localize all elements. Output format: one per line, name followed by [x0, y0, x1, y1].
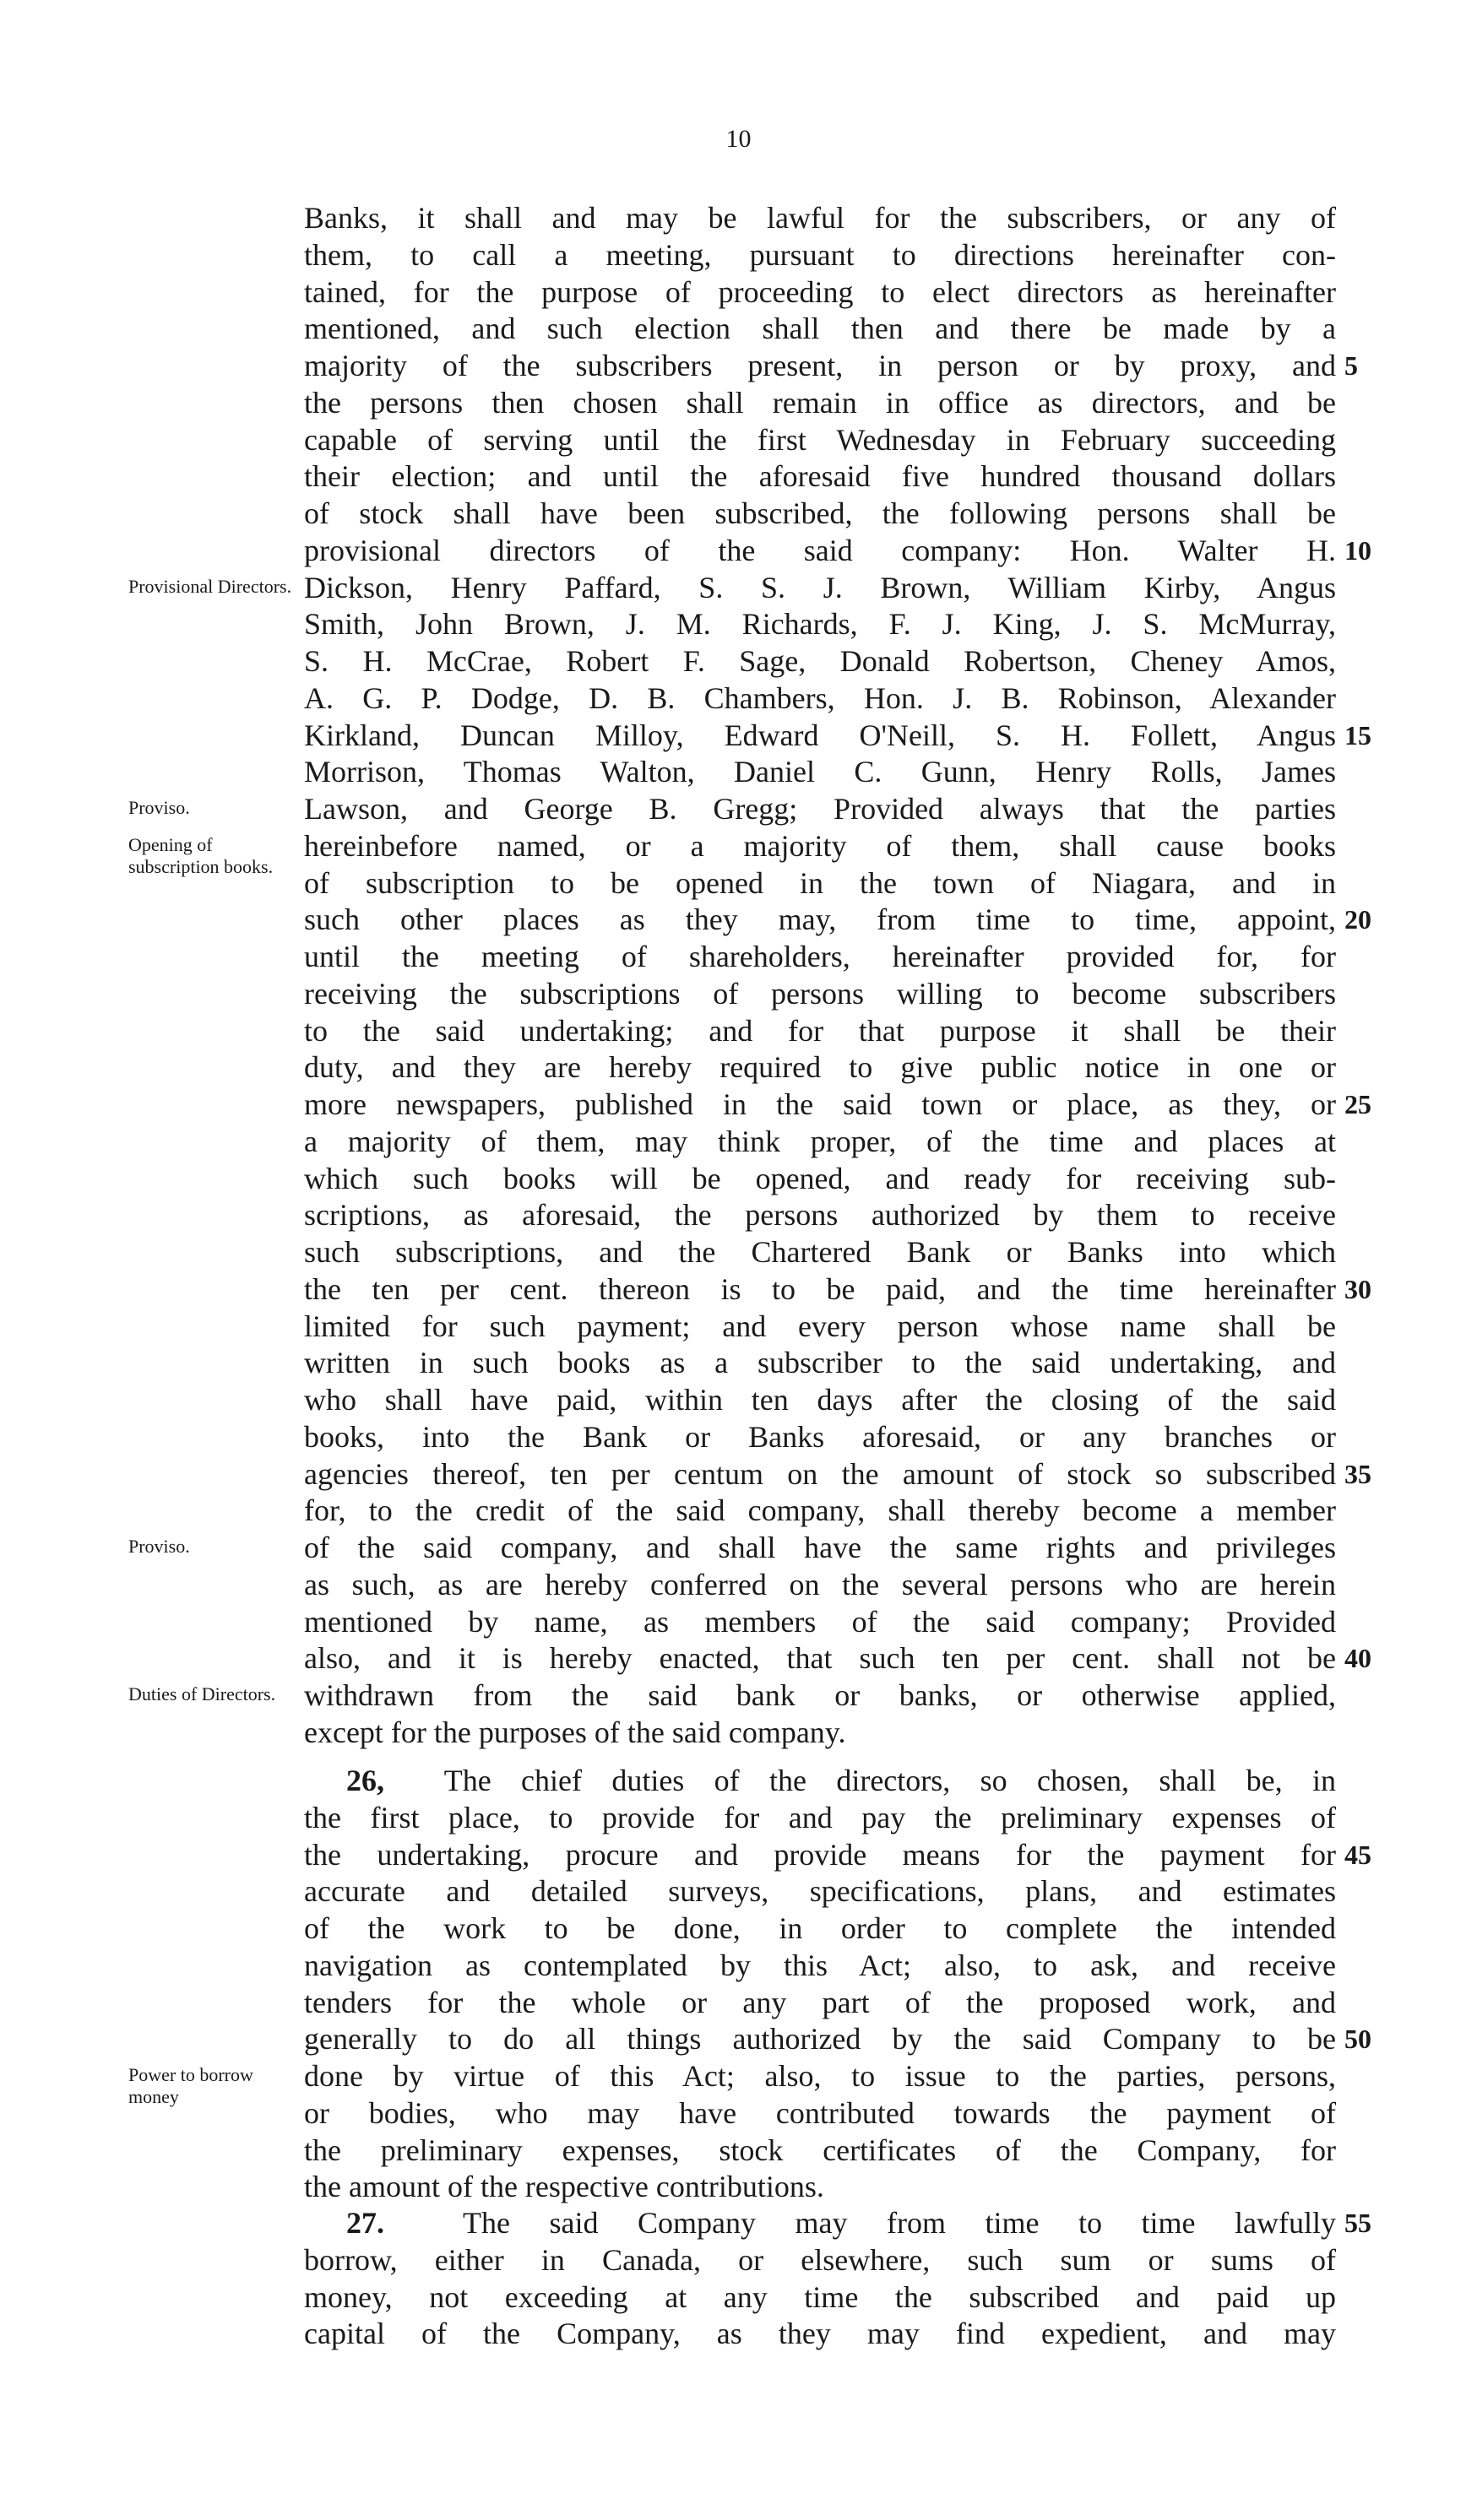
text-line — [304, 2132, 1336, 2169]
text-line — [304, 1049, 1336, 1086]
text-line-content: scriptions, as aforesaid, the persons authorized by them to receive — [304, 1198, 1336, 1232]
text-line-content: The chief duties of the directors, so chosen, shall be, in — [443, 1764, 1336, 1797]
text-line — [304, 2315, 1336, 2352]
text-line — [304, 2168, 1336, 2205]
text-line-content: written in such books as a subscriber to the said undertaking, and — [304, 1346, 1336, 1379]
text-line-content: who shall have paid, within ten days after the closing of the said — [304, 1383, 1336, 1417]
line-number: 5 — [1344, 350, 1358, 381]
text-line-content: Smith, John Brown, J. M. Richards, F. J. King, J. S. McMurray, — [304, 607, 1336, 641]
text-line — [304, 2241, 1336, 2279]
text-line-content: hereinbefore named, or a majority of them, shall cause books — [304, 829, 1336, 863]
margin-note: Proviso. — [128, 797, 190, 818]
text-line-content: them, to call a meeting, pursuant to directions hereinafter con- — [304, 238, 1336, 272]
text-line — [304, 236, 1336, 274]
line-number: 40 — [1344, 1643, 1371, 1673]
text-line — [304, 717, 1336, 754]
margin-note: Duties of Directors. — [128, 1683, 276, 1704]
text-line-content: except for the purposes of the said company. — [304, 1715, 846, 1749]
text-line-content: capable of serving until the first Wednesday in February succeeding — [304, 423, 1336, 457]
margin-note: Opening of subscription books. — [128, 834, 274, 877]
text-line — [304, 310, 1336, 347]
text-line — [304, 1762, 1336, 1799]
text-line-content: to the said undertaking; and for that purpose it shall be their — [304, 1014, 1336, 1048]
text-line-content: such other places as they may, from time to time, appoint, — [304, 902, 1336, 936]
text-line-content: the preliminary expenses, stock certificates of the Company, for — [304, 2133, 1336, 2167]
text-line-content: as such, as are hereby conferred on the several persons who are herein — [304, 1568, 1336, 1601]
text-line — [304, 1947, 1336, 1984]
line-number: 25 — [1344, 1089, 1371, 1119]
text-line — [304, 274, 1336, 311]
text-line — [304, 1086, 1336, 1123]
line-number: 10 — [1344, 535, 1371, 566]
text-line-content: generally to do all things authorized by the said Company to be — [304, 2022, 1336, 2056]
text-line-content: until the meeting of shareholders, hereinafter provided for, for — [304, 940, 1336, 973]
text-line — [304, 605, 1336, 642]
text-line — [304, 2020, 1336, 2057]
text-line-content: also, and it is hereby enacted, that such ten per cent. shall not be — [304, 1641, 1336, 1675]
text-line — [304, 1381, 1336, 1418]
text-line — [304, 2204, 1336, 2241]
margin-note: Power to borrow money — [128, 2064, 253, 2107]
text-line-content: a majority of them, may think proper, of the time and places at — [304, 1125, 1336, 1158]
text-line — [304, 1677, 1336, 1714]
line-number: 55 — [1344, 2208, 1371, 2238]
text-line — [304, 642, 1336, 680]
text-line — [304, 1799, 1336, 1836]
text-line — [304, 2057, 1336, 2095]
line-number: 30 — [1344, 1274, 1371, 1304]
text-line — [304, 1196, 1336, 1233]
text-line-content: majority of the subscribers present, in person or by proxy, and — [304, 349, 1336, 382]
text-line — [304, 495, 1336, 532]
text-line — [304, 1529, 1336, 1566]
text-line — [304, 347, 1336, 384]
text-line-content: The said Company may from time to time lawfully — [463, 2206, 1336, 2240]
text-line — [304, 1836, 1336, 1873]
text-line — [304, 421, 1336, 458]
text-line-content: navigation as contemplated by this Act; also, to ask, and receive — [304, 1948, 1336, 1982]
text-line-content: A. G. P. Dodge, D. B. Chambers, Hon. J. B. Robinson, Alexander — [304, 681, 1336, 715]
text-line — [304, 753, 1336, 790]
text-line — [304, 1492, 1336, 1529]
text-line-content: agencies thereof, ten per centum on the amount of stock so subscribed — [304, 1457, 1336, 1491]
text-line — [304, 532, 1336, 569]
text-line — [304, 1984, 1336, 2021]
margin-note: Provisional Directors. — [128, 576, 292, 597]
text-line — [304, 1639, 1336, 1677]
text-line — [304, 199, 1336, 236]
text-line-content: of subscription to be opened in the town of Niagara, and in — [304, 866, 1336, 900]
text-line — [304, 569, 1336, 606]
text-line-content: mentioned, and such election shall then and there be made by a — [304, 312, 1336, 345]
text-line — [304, 1160, 1336, 1197]
text-line-content: the first place, to provide for and pay the preliminary expenses of — [304, 1801, 1336, 1834]
text-line-content: Kirkland, Duncan Milloy, Edward O'Neill, S. H. Follett, Angus — [304, 718, 1336, 752]
text-line-content: receiving the subscriptions of persons willing to become subscribers — [304, 977, 1336, 1011]
text-line — [304, 1012, 1336, 1049]
text-line — [304, 2279, 1336, 2316]
text-line-content: or bodies, who may have contributed towards the payment of — [304, 2096, 1336, 2130]
text-line-content: money, not exceeding at any time the subscribed and paid up — [304, 2280, 1336, 2314]
text-line-content: of the work to be done, in order to complete the intended — [304, 1911, 1336, 1945]
text-line-content: capital of the Company, as they may find expedient, and may — [304, 2317, 1336, 2350]
text-line — [304, 1123, 1336, 1160]
text-line-content: borrow, either in Canada, or elsewhere, such sum or sums of — [304, 2243, 1336, 2277]
text-line — [304, 975, 1336, 1012]
text-line — [304, 864, 1336, 902]
text-line-content: Lawson, and George B. Gregg; Provided always that the parties — [304, 792, 1336, 826]
text-line — [304, 2095, 1336, 2132]
text-line — [304, 1910, 1336, 1947]
section-number: 26, — [346, 1764, 444, 1797]
text-line-content: the persons then chosen shall remain in office as directors, and be — [304, 386, 1336, 420]
text-line-content: accurate and detailed surveys, specifications, plans, and estimates — [304, 1874, 1336, 1908]
text-line-content: such subscriptions, and the Chartered Bank or Banks into which — [304, 1235, 1336, 1269]
line-number: 15 — [1344, 720, 1371, 751]
text-line — [304, 938, 1336, 975]
text-line-content: of stock shall have been subscribed, the following persons shall be — [304, 496, 1336, 530]
text-line-content: Banks, it shall and may be lawful for the subscribers, or any of — [304, 201, 1336, 235]
text-line — [304, 458, 1336, 495]
text-line — [304, 1418, 1336, 1455]
text-line — [304, 680, 1336, 717]
text-line-content: Morrison, Thomas Walton, Daniel C. Gunn, Henry Rolls, James — [304, 755, 1336, 789]
text-line-content: the ten per cent. thereon is to be paid, and the time hereinafter — [304, 1272, 1336, 1306]
text-line-content: tenders for the whole or any part of the proposed work, and — [304, 1986, 1336, 2019]
text-line — [304, 1233, 1336, 1271]
text-line-content: limited for such payment; and every person whose name shall be — [304, 1309, 1336, 1343]
section-number: 27. — [346, 2206, 464, 2240]
text-line-content: withdrawn from the said bank or banks, or otherwise applied, — [304, 1678, 1336, 1712]
line-number: 50 — [1344, 2024, 1371, 2054]
text-line — [304, 384, 1336, 421]
text-line — [304, 1566, 1336, 1603]
text-line — [304, 1872, 1336, 1910]
text-line — [304, 790, 1336, 827]
text-line-content: the undertaking, procure and provide means for the payment for — [304, 1838, 1336, 1872]
text-line-content: mentioned by name, as members of the said company; Provided — [304, 1605, 1336, 1639]
page-number: 10 — [725, 125, 752, 153]
text-line — [304, 1455, 1336, 1493]
text-line-content: done by virtue of this Act; also, to issue to the parties, persons, — [304, 2059, 1336, 2093]
text-line-content: their election; and until the aforesaid five hundred thousand dollars — [304, 459, 1336, 493]
text-line — [304, 1603, 1336, 1640]
line-number: 45 — [1344, 1840, 1371, 1870]
text-line — [304, 901, 1336, 938]
text-line-content: duty, and they are hereby required to give public notice in one or — [304, 1050, 1336, 1084]
text-line-content: S. H. McCrae, Robert F. Sage, Donald Robertson, Cheney Amos, — [304, 644, 1336, 678]
text-line-content: Dickson, Henry Paffard, S. S. J. Brown, William Kirby, Angus — [304, 571, 1336, 604]
text-line-content: the amount of the respective contributions. — [304, 2170, 824, 2203]
line-number: 35 — [1344, 1459, 1371, 1489]
text-line-content: for, to the credit of the said company, shall thereby become a member — [304, 1493, 1336, 1527]
text-line-content: tained, for the purpose of proceeding to elect directors as hereinafter — [304, 275, 1336, 309]
text-line-content: books, into the Bank or Banks aforesaid, or any branches or — [304, 1420, 1336, 1454]
text-line — [304, 827, 1336, 864]
text-line — [304, 1271, 1336, 1308]
text-line — [304, 1308, 1336, 1345]
margin-note: Proviso. — [128, 1536, 190, 1557]
text-line-content: which such books will be opened, and ready for receiving sub- — [304, 1162, 1336, 1195]
text-line-content: more newspapers, published in the said town or place, as they, or — [304, 1087, 1336, 1121]
text-line — [304, 1714, 1336, 1751]
text-line — [304, 1344, 1336, 1381]
text-line-content: of the said company, and shall have the same rights and privileges — [304, 1531, 1336, 1564]
line-number: 20 — [1344, 904, 1371, 935]
text-line-content: provisional directors of the said company: Hon. Walter H. — [304, 534, 1336, 567]
